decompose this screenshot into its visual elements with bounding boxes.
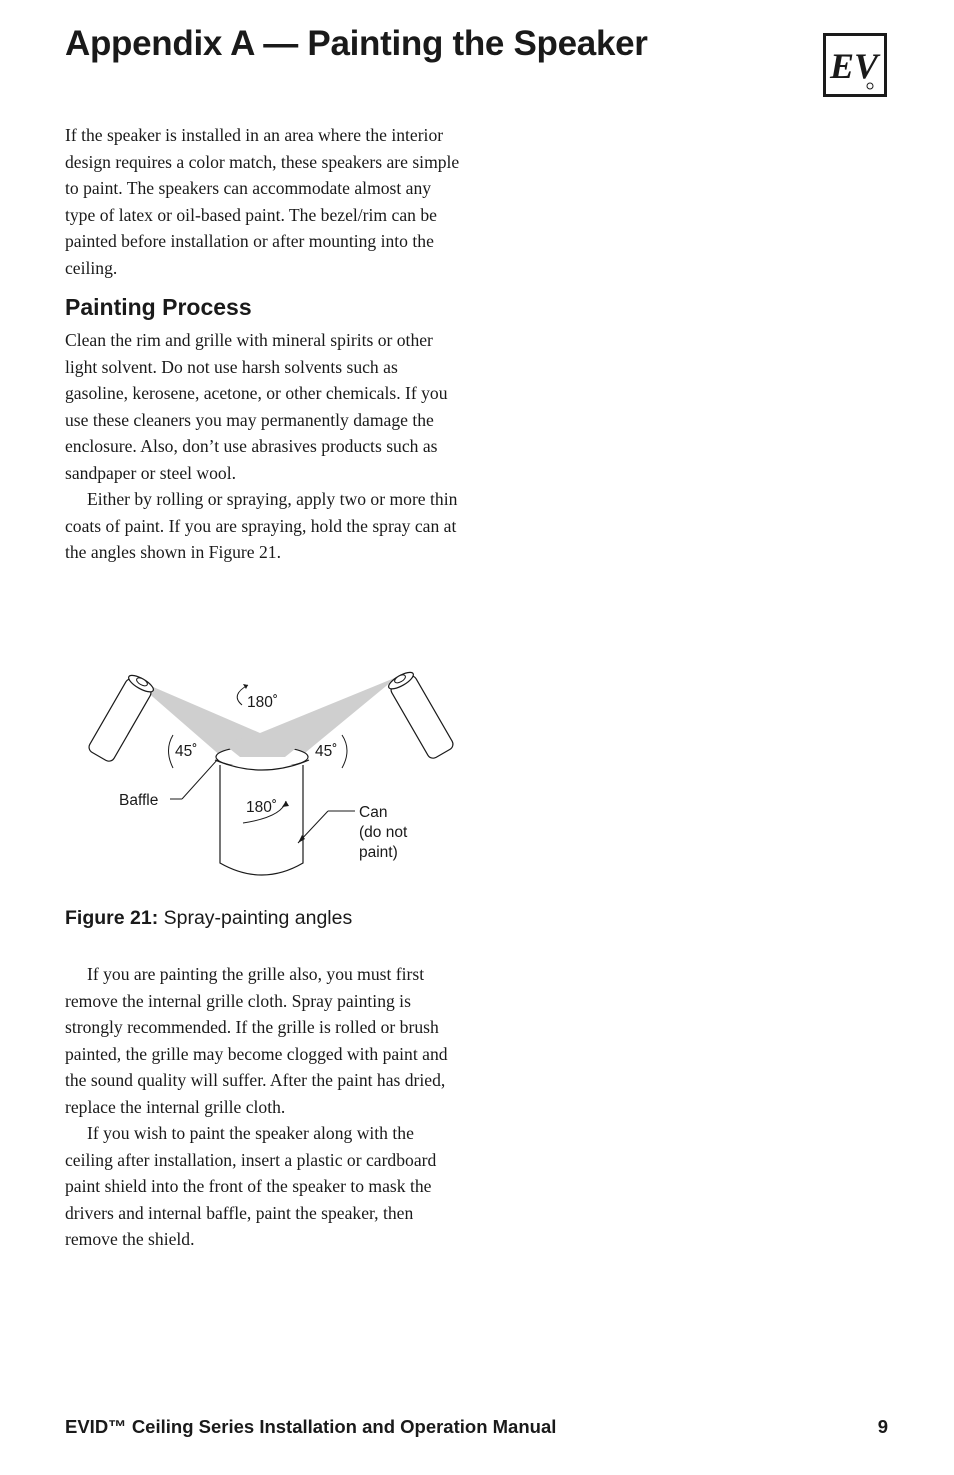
label-bottom-rotation: 180˚ [246,799,278,816]
process-paragraph-2: Either by rolling or spraying, apply two or more thin coats of paint. If you are spraying, hold the spray can at the angles shown in Figure 21. [65,489,458,562]
label-top-rotation: 180˚ [247,694,279,711]
label-baffle: Baffle [119,792,159,809]
label-left-angle: 45˚ [175,743,198,760]
process-paragraph-1: Clean the rim and grille with mineral spirits or other light solvent. Do not use harsh solvents such as gasoline, kerosene, acetone, or other chemicals. If you use these cleaners you may permanently damage the enclosure. Also, don’t use abrasives products such as sandpaper or steel wool. [65,330,448,483]
footer-page-number: 9 [877,1416,888,1437]
angle-arc-left [169,735,174,768]
figure-caption [65,907,352,930]
section-heading: Painting Process [65,294,252,320]
body-column-bottom [65,961,465,1253]
label-right-angle: 45˚ [315,743,338,760]
ev-logo [823,33,887,97]
label-can-line2: (do not [359,824,408,841]
spray-angle-figure [60,665,465,890]
label-can-line3: paint) [359,844,398,861]
figure-caption-text: Spray-painting angles [163,907,353,929]
footer-title: EVID™ Ceiling Series Installation and Operation Manual [65,1416,557,1437]
ev-logo-text: EV [829,46,879,86]
intro-paragraph: If the speaker is installed in an area where the interior design requires a color match, these speakers are simple to paint. The speakers can accommodate almost any type of latex or oil-based paint. The bezel/rim can be painted before installation or after mounting into the ceiling. [65,125,460,278]
spray-can-right-icon [386,669,455,760]
figure-caption-label: Figure 21: [65,907,159,929]
angle-arc-right [342,735,347,768]
label-can-line1: Can [359,804,388,821]
grille-paragraph: If you are painting the grille also, you must first remove the internal grille cloth. Spray painting is strongly recommended. If the grille is rolled or brush painted, the grille may become clogged with paint and the sound quality will suffer. After the paint has dried, replace the internal grille cloth. [65,964,448,1117]
body-column-top [65,122,465,566]
spray-can-left-icon [87,672,156,763]
ceiling-paragraph: If you wish to paint the speaker along with the ceiling after installation, insert a plastic or cardboard paint shield into the front of the speaker to mask the drivers and internal baffle, paint the speaker, then remove the shield. [65,1123,437,1249]
page-title: Appendix A — Painting the Speaker [65,24,648,63]
